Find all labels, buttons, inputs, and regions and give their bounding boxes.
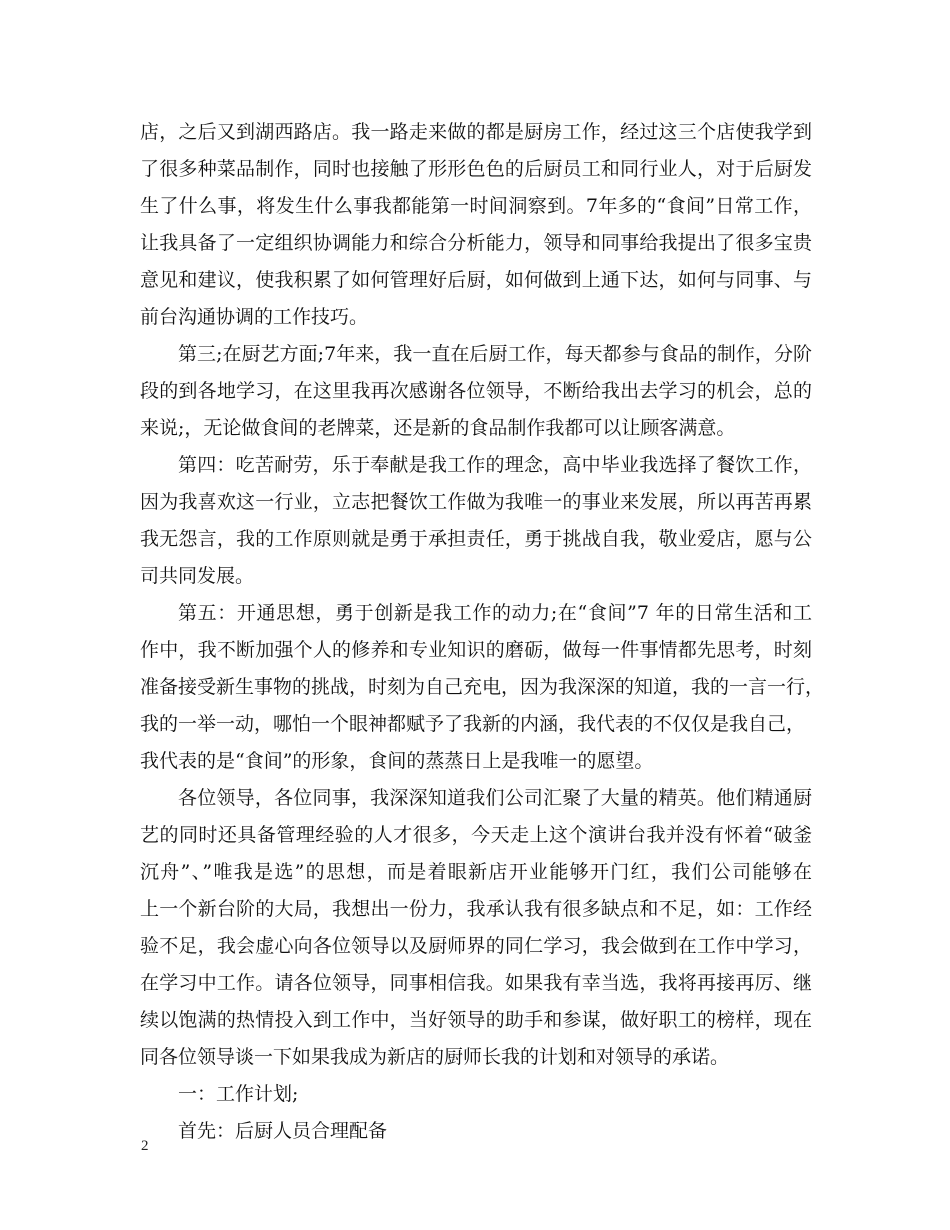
text-line: 因为我喜欢这一行业，立志把餐饮工作做为我唯一的事业来发展，所以再苦再累 <box>140 491 812 513</box>
text-line: 作中，我不断加强个人的修养和专业知识的磨砺，做每一件事情都先思考，时刻 <box>140 639 812 661</box>
text-line: 店，之后又到湖西路店。我一路走来做的都是厨房工作，经过这三个店使我学到 <box>140 121 812 143</box>
paragraph <box>140 595 825 780</box>
text-line: 来说;，无论做食间的老牌菜，还是新的食品制作我都可以让顾客满意。 <box>140 417 736 439</box>
text-line: 准备接受新生事物的挑战，时刻为自己充电，因为我深深的知道，我的一言一行， <box>140 676 825 698</box>
paragraph <box>140 1113 812 1150</box>
text-line: 司共同发展。 <box>140 565 255 587</box>
paragraph <box>140 447 812 595</box>
text-line: 我的一举一动，哪怕一个眼神都赋予了我新的内涵，我代表的不仅仅是我自己， <box>140 713 806 735</box>
text-line: 沉舟”、”唯我是选”的思想，而是着眼新店开业能够开门红，我们公司能够在 <box>140 861 812 883</box>
text-line: 前台沟通协调的工作技巧。 <box>140 306 369 328</box>
text-line: 续以饱满的热情投入到工作中，当好领导的助手和参谋，做好职工的榜样，现在 <box>140 1009 812 1031</box>
text-line: 艺的同时还具备管理经验的人才很多，今天走上这个演讲台我并没有怀着“破釜 <box>140 824 812 846</box>
text-line: 第五：开通思想，勇于创新是我工作的动力;在“食间”7 年的日常生活和工 <box>178 602 812 624</box>
text-line: 同各位领导谈一下如果我成为新店的厨师长我的计划和对领导的承诺。 <box>140 1046 730 1068</box>
text-line: 首先：后厨人员合理配备 <box>178 1120 388 1142</box>
text-line: 各位领导，各位同事，我深深知道我们公司汇聚了大量的精英。他们精通厨 <box>178 787 812 809</box>
section-heading <box>140 1076 812 1113</box>
text-line: 段的到各地学习，在这里我再次感谢各位领导，不断给我出去学习的机会，总的 <box>140 380 812 402</box>
page-number: 2 <box>141 1138 149 1154</box>
text-line: 第三;在厨艺方面;7年来，我一直在后厨工作，每天都参与食品的制作，分阶 <box>178 343 812 365</box>
text-line: 我无怨言，我的工作原则就是勇于承担责任，勇于挑战自我，敬业爱店，愿与公 <box>140 528 812 550</box>
text-line: 让我具备了一定组织协调能力和综合分析能力，领导和同事给我提出了很多宝贵 <box>140 232 812 254</box>
text-line: 验不足，我会虚心向各位领导以及厨师界的同仁学习，我会做到在工作中学习， <box>140 935 812 957</box>
body-text <box>140 114 825 1150</box>
paragraph <box>140 336 812 447</box>
text-line: 意见和建议，使我积累了如何管理好后厨，如何做到上通下达，如何与同事、与 <box>140 269 812 291</box>
text-line: 我代表的是“食间”的形象，食间的蒸蒸日上是我唯一的愿望。 <box>140 750 654 772</box>
paragraph <box>140 114 812 336</box>
text-line: 第四：吃苦耐劳，乐于奉献是我工作的理念，高中毕业我选择了餐饮工作， <box>178 454 812 476</box>
text-line: 一：工作计划; <box>178 1083 299 1105</box>
paragraph <box>140 780 812 1076</box>
text-line: 了很多种菜品制作，同时也接触了形形色色的后厨员工和同行业人，对于后厨发 <box>140 158 812 180</box>
text-line: 生了什么事，将发生什么事我都能第一时间洞察到。7年多的“食间”日常工作， <box>140 195 812 217</box>
text-line: 上一个新台阶的大局，我想出一份力，我承认我有很多缺点和不足，如：工作经 <box>140 898 812 920</box>
text-line: 在学习中工作。请各位领导，同事相信我。如果我有幸当选，我将再接再厉、继 <box>140 972 812 994</box>
